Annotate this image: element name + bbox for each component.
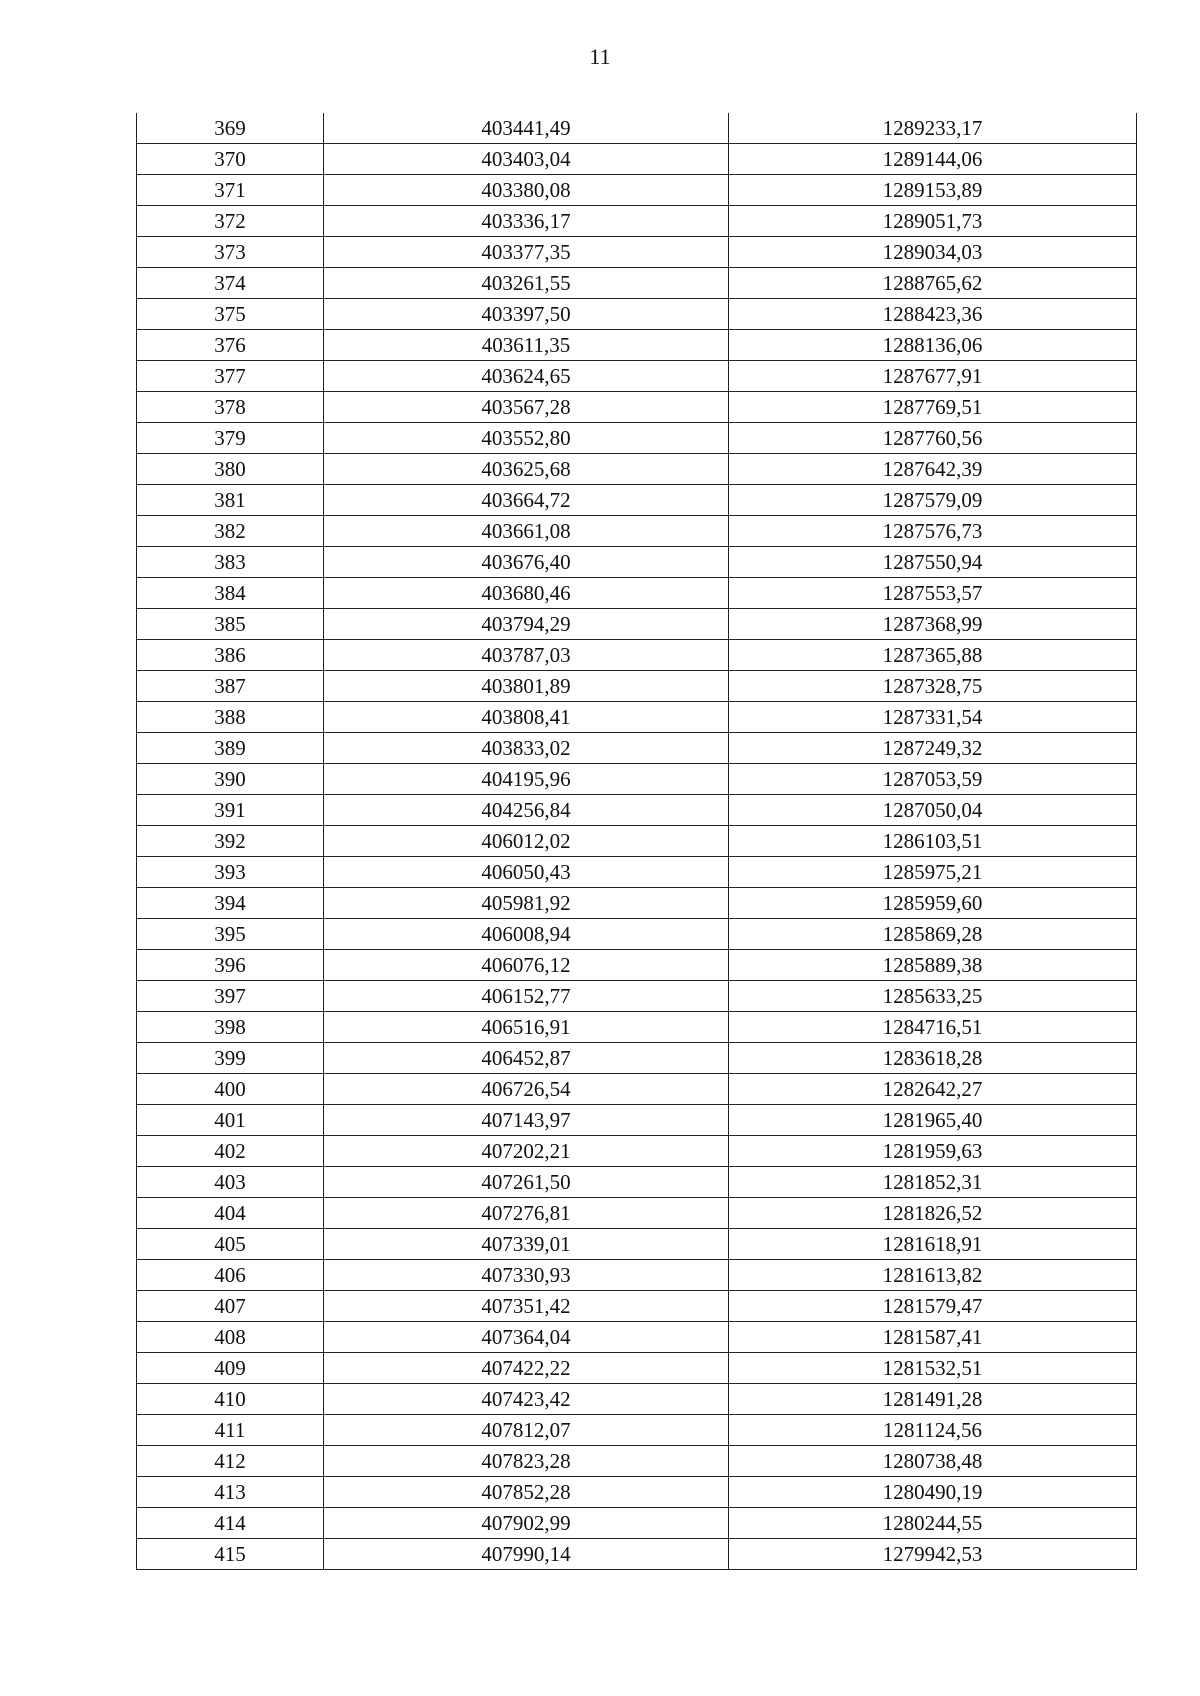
x-coordinate-cell: 403377,35 bbox=[324, 237, 729, 268]
y-coordinate-cell: 1285889,38 bbox=[729, 950, 1137, 981]
y-coordinate-cell: 1281587,41 bbox=[729, 1322, 1137, 1353]
x-coordinate-cell: 403680,46 bbox=[324, 578, 729, 609]
table-row bbox=[137, 950, 1137, 981]
point-number-cell: 413 bbox=[137, 1477, 324, 1508]
table-row bbox=[137, 1322, 1137, 1353]
coordinates-table-body bbox=[137, 113, 1137, 1570]
table-row bbox=[137, 919, 1137, 950]
table-row bbox=[137, 981, 1137, 1012]
x-coordinate-cell: 403787,03 bbox=[324, 640, 729, 671]
table-row bbox=[137, 702, 1137, 733]
x-coordinate-cell: 404256,84 bbox=[324, 795, 729, 826]
point-number-cell: 390 bbox=[137, 764, 324, 795]
y-coordinate-cell: 1282642,27 bbox=[729, 1074, 1137, 1105]
y-coordinate-cell: 1285869,28 bbox=[729, 919, 1137, 950]
point-number-cell: 402 bbox=[137, 1136, 324, 1167]
table-row bbox=[137, 1198, 1137, 1229]
table-row bbox=[137, 640, 1137, 671]
coordinates-table bbox=[136, 113, 1137, 1570]
x-coordinate-cell: 403661,08 bbox=[324, 516, 729, 547]
point-number-cell: 370 bbox=[137, 144, 324, 175]
x-coordinate-cell: 407330,93 bbox=[324, 1260, 729, 1291]
y-coordinate-cell: 1287050,04 bbox=[729, 795, 1137, 826]
point-number-cell: 388 bbox=[137, 702, 324, 733]
point-number-cell: 410 bbox=[137, 1384, 324, 1415]
point-number-cell: 378 bbox=[137, 392, 324, 423]
x-coordinate-cell: 403552,80 bbox=[324, 423, 729, 454]
table-row bbox=[137, 1508, 1137, 1539]
y-coordinate-cell: 1287760,56 bbox=[729, 423, 1137, 454]
x-coordinate-cell: 407351,42 bbox=[324, 1291, 729, 1322]
x-coordinate-cell: 404195,96 bbox=[324, 764, 729, 795]
y-coordinate-cell: 1285959,60 bbox=[729, 888, 1137, 919]
point-number-cell: 399 bbox=[137, 1043, 324, 1074]
x-coordinate-cell: 403567,28 bbox=[324, 392, 729, 423]
table-row bbox=[137, 1167, 1137, 1198]
table-row bbox=[137, 1415, 1137, 1446]
point-number-cell: 403 bbox=[137, 1167, 324, 1198]
point-number-cell: 369 bbox=[137, 113, 324, 144]
point-number-cell: 406 bbox=[137, 1260, 324, 1291]
y-coordinate-cell: 1288765,62 bbox=[729, 268, 1137, 299]
table-row bbox=[137, 237, 1137, 268]
y-coordinate-cell: 1287642,39 bbox=[729, 454, 1137, 485]
table-row bbox=[137, 268, 1137, 299]
y-coordinate-cell: 1289153,89 bbox=[729, 175, 1137, 206]
table-row bbox=[137, 1136, 1137, 1167]
point-number-cell: 394 bbox=[137, 888, 324, 919]
x-coordinate-cell: 407276,81 bbox=[324, 1198, 729, 1229]
point-number-cell: 392 bbox=[137, 826, 324, 857]
y-coordinate-cell: 1289233,17 bbox=[729, 113, 1137, 144]
y-coordinate-cell: 1281579,47 bbox=[729, 1291, 1137, 1322]
x-coordinate-cell: 403624,65 bbox=[324, 361, 729, 392]
x-coordinate-cell: 406050,43 bbox=[324, 857, 729, 888]
x-coordinate-cell: 407423,42 bbox=[324, 1384, 729, 1415]
x-coordinate-cell: 403397,50 bbox=[324, 299, 729, 330]
y-coordinate-cell: 1287328,75 bbox=[729, 671, 1137, 702]
table-row bbox=[137, 733, 1137, 764]
table-row bbox=[137, 423, 1137, 454]
table-row bbox=[137, 671, 1137, 702]
point-number-cell: 374 bbox=[137, 268, 324, 299]
point-number-cell: 381 bbox=[137, 485, 324, 516]
table-row bbox=[137, 392, 1137, 423]
point-number-cell: 411 bbox=[137, 1415, 324, 1446]
x-coordinate-cell: 403676,40 bbox=[324, 547, 729, 578]
x-coordinate-cell: 406076,12 bbox=[324, 950, 729, 981]
point-number-cell: 387 bbox=[137, 671, 324, 702]
x-coordinate-cell: 407852,28 bbox=[324, 1477, 729, 1508]
point-number-cell: 384 bbox=[137, 578, 324, 609]
x-coordinate-cell: 403808,41 bbox=[324, 702, 729, 733]
x-coordinate-cell: 407902,99 bbox=[324, 1508, 729, 1539]
x-coordinate-cell: 403801,89 bbox=[324, 671, 729, 702]
point-number-cell: 379 bbox=[137, 423, 324, 454]
point-number-cell: 393 bbox=[137, 857, 324, 888]
table-row bbox=[137, 454, 1137, 485]
point-number-cell: 409 bbox=[137, 1353, 324, 1384]
point-number-cell: 385 bbox=[137, 609, 324, 640]
table-row bbox=[137, 795, 1137, 826]
point-number-cell: 375 bbox=[137, 299, 324, 330]
point-number-cell: 404 bbox=[137, 1198, 324, 1229]
x-coordinate-cell: 407812,07 bbox=[324, 1415, 729, 1446]
x-coordinate-cell: 407261,50 bbox=[324, 1167, 729, 1198]
y-coordinate-cell: 1287053,59 bbox=[729, 764, 1137, 795]
x-coordinate-cell: 403403,04 bbox=[324, 144, 729, 175]
table-row bbox=[137, 888, 1137, 919]
page-number: 11 bbox=[589, 44, 611, 69]
point-number-cell: 415 bbox=[137, 1539, 324, 1570]
y-coordinate-cell: 1287677,91 bbox=[729, 361, 1137, 392]
point-number-cell: 382 bbox=[137, 516, 324, 547]
x-coordinate-cell: 406152,77 bbox=[324, 981, 729, 1012]
y-coordinate-cell: 1281826,52 bbox=[729, 1198, 1137, 1229]
x-coordinate-cell: 403336,17 bbox=[324, 206, 729, 237]
y-coordinate-cell: 1289144,06 bbox=[729, 144, 1137, 175]
y-coordinate-cell: 1286103,51 bbox=[729, 826, 1137, 857]
x-coordinate-cell: 407990,14 bbox=[324, 1539, 729, 1570]
table-row bbox=[137, 1477, 1137, 1508]
y-coordinate-cell: 1280738,48 bbox=[729, 1446, 1137, 1477]
x-coordinate-cell: 407339,01 bbox=[324, 1229, 729, 1260]
point-number-cell: 405 bbox=[137, 1229, 324, 1260]
table-row bbox=[137, 485, 1137, 516]
x-coordinate-cell: 406008,94 bbox=[324, 919, 729, 950]
y-coordinate-cell: 1281618,91 bbox=[729, 1229, 1137, 1260]
y-coordinate-cell: 1289051,73 bbox=[729, 206, 1137, 237]
table-row bbox=[137, 175, 1137, 206]
y-coordinate-cell: 1287249,32 bbox=[729, 733, 1137, 764]
y-coordinate-cell: 1281613,82 bbox=[729, 1260, 1137, 1291]
point-number-cell: 373 bbox=[137, 237, 324, 268]
y-coordinate-cell: 1287365,88 bbox=[729, 640, 1137, 671]
point-number-cell: 414 bbox=[137, 1508, 324, 1539]
point-number-cell: 400 bbox=[137, 1074, 324, 1105]
point-number-cell: 389 bbox=[137, 733, 324, 764]
y-coordinate-cell: 1287331,54 bbox=[729, 702, 1137, 733]
y-coordinate-cell: 1287769,51 bbox=[729, 392, 1137, 423]
point-number-cell: 396 bbox=[137, 950, 324, 981]
table-row bbox=[137, 330, 1137, 361]
y-coordinate-cell: 1287579,09 bbox=[729, 485, 1137, 516]
y-coordinate-cell: 1287550,94 bbox=[729, 547, 1137, 578]
table-row bbox=[137, 826, 1137, 857]
x-coordinate-cell: 403261,55 bbox=[324, 268, 729, 299]
table-row bbox=[137, 609, 1137, 640]
point-number-cell: 401 bbox=[137, 1105, 324, 1136]
point-number-cell: 391 bbox=[137, 795, 324, 826]
x-coordinate-cell: 407143,97 bbox=[324, 1105, 729, 1136]
x-coordinate-cell: 407202,21 bbox=[324, 1136, 729, 1167]
x-coordinate-cell: 403611,35 bbox=[324, 330, 729, 361]
x-coordinate-cell: 406452,87 bbox=[324, 1043, 729, 1074]
x-coordinate-cell: 403664,72 bbox=[324, 485, 729, 516]
x-coordinate-cell: 403380,08 bbox=[324, 175, 729, 206]
y-coordinate-cell: 1281491,28 bbox=[729, 1384, 1137, 1415]
y-coordinate-cell: 1287553,57 bbox=[729, 578, 1137, 609]
x-coordinate-cell: 403833,02 bbox=[324, 733, 729, 764]
x-coordinate-cell: 403794,29 bbox=[324, 609, 729, 640]
table-row bbox=[137, 857, 1137, 888]
table-row bbox=[137, 547, 1137, 578]
y-coordinate-cell: 1280490,19 bbox=[729, 1477, 1137, 1508]
y-coordinate-cell: 1281852,31 bbox=[729, 1167, 1137, 1198]
table-row bbox=[137, 1384, 1137, 1415]
table-row bbox=[137, 516, 1137, 547]
point-number-cell: 397 bbox=[137, 981, 324, 1012]
table-row bbox=[137, 1105, 1137, 1136]
y-coordinate-cell: 1281965,40 bbox=[729, 1105, 1137, 1136]
point-number-cell: 383 bbox=[137, 547, 324, 578]
y-coordinate-cell: 1281959,63 bbox=[729, 1136, 1137, 1167]
y-coordinate-cell: 1288423,36 bbox=[729, 299, 1137, 330]
table-row bbox=[137, 113, 1137, 144]
x-coordinate-cell: 406012,02 bbox=[324, 826, 729, 857]
point-number-cell: 371 bbox=[137, 175, 324, 206]
point-number-cell: 398 bbox=[137, 1012, 324, 1043]
y-coordinate-cell: 1281532,51 bbox=[729, 1353, 1137, 1384]
y-coordinate-cell: 1280244,55 bbox=[729, 1508, 1137, 1539]
point-number-cell: 395 bbox=[137, 919, 324, 950]
y-coordinate-cell: 1281124,56 bbox=[729, 1415, 1137, 1446]
point-number-cell: 412 bbox=[137, 1446, 324, 1477]
table-row bbox=[137, 361, 1137, 392]
table-row bbox=[137, 206, 1137, 237]
y-coordinate-cell: 1285975,21 bbox=[729, 857, 1137, 888]
table-row bbox=[137, 1260, 1137, 1291]
table-row bbox=[137, 1353, 1137, 1384]
table-row bbox=[137, 764, 1137, 795]
y-coordinate-cell: 1289034,03 bbox=[729, 237, 1137, 268]
y-coordinate-cell: 1288136,06 bbox=[729, 330, 1137, 361]
table-row bbox=[137, 578, 1137, 609]
table-row bbox=[137, 1446, 1137, 1477]
x-coordinate-cell: 406516,91 bbox=[324, 1012, 729, 1043]
y-coordinate-cell: 1285633,25 bbox=[729, 981, 1137, 1012]
y-coordinate-cell: 1287576,73 bbox=[729, 516, 1137, 547]
x-coordinate-cell: 406726,54 bbox=[324, 1074, 729, 1105]
table-row bbox=[137, 1291, 1137, 1322]
point-number-cell: 377 bbox=[137, 361, 324, 392]
y-coordinate-cell: 1287368,99 bbox=[729, 609, 1137, 640]
x-coordinate-cell: 405981,92 bbox=[324, 888, 729, 919]
table-row bbox=[137, 1074, 1137, 1105]
x-coordinate-cell: 407422,22 bbox=[324, 1353, 729, 1384]
y-coordinate-cell: 1283618,28 bbox=[729, 1043, 1137, 1074]
point-number-cell: 380 bbox=[137, 454, 324, 485]
table-row bbox=[137, 144, 1137, 175]
point-number-cell: 372 bbox=[137, 206, 324, 237]
x-coordinate-cell: 407364,04 bbox=[324, 1322, 729, 1353]
point-number-cell: 376 bbox=[137, 330, 324, 361]
x-coordinate-cell: 403625,68 bbox=[324, 454, 729, 485]
y-coordinate-cell: 1284716,51 bbox=[729, 1012, 1137, 1043]
x-coordinate-cell: 407823,28 bbox=[324, 1446, 729, 1477]
x-coordinate-cell: 403441,49 bbox=[324, 113, 729, 144]
table-row bbox=[137, 299, 1137, 330]
table-row bbox=[137, 1012, 1137, 1043]
point-number-cell: 408 bbox=[137, 1322, 324, 1353]
y-coordinate-cell: 1279942,53 bbox=[729, 1539, 1137, 1570]
point-number-cell: 386 bbox=[137, 640, 324, 671]
table-row bbox=[137, 1539, 1137, 1570]
table-row bbox=[137, 1043, 1137, 1074]
table-row bbox=[137, 1229, 1137, 1260]
point-number-cell: 407 bbox=[137, 1291, 324, 1322]
